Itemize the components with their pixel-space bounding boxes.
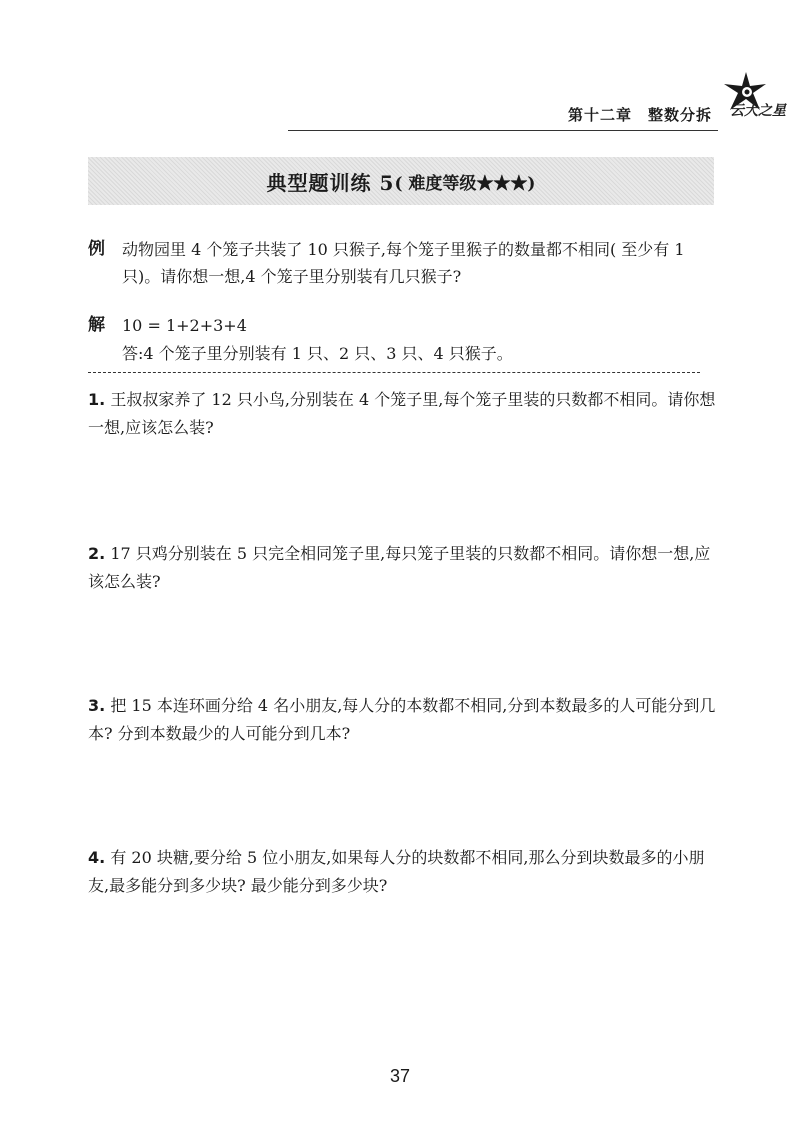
example-tag: 例 (88, 239, 105, 259)
solution-tag: 解 (88, 315, 105, 335)
question-number: 3. (88, 696, 106, 715)
chapter-number: 第十二章 (567, 106, 632, 124)
chapter-heading (568, 104, 712, 125)
section-title: 典型题训练 5 (266, 170, 395, 195)
question-number: 4. (88, 848, 106, 867)
header-divider (288, 130, 718, 131)
question-number: 2. (88, 544, 106, 563)
question-1 (88, 386, 718, 442)
question-3 (88, 692, 718, 748)
chapter-topic: 整数分拆 (647, 106, 712, 124)
question-4 (88, 844, 718, 900)
question-text: 有 20 块糖,要分给 5 位小朋友,如果每人分的块数都不相同,那么分到块数最多的小朋友,最多能分到多少块? 最少能分到多少块? (88, 848, 705, 895)
question-2 (88, 540, 718, 596)
page-number: 37 (389, 1066, 411, 1086)
question-text: 把 15 本连环画分给 4 名小朋友,每人分的本数都不相同,分到本数最多的人可能分到几本? 分到本数最少的人可能分到几本? (88, 696, 716, 743)
example-text: 动物园里 4 个笼子共装了 10 只猴子,每个笼子里猴子的数量都不相同( 至少有 1 只)。请你想一想,4 个笼子里分别装有几只猴子? (122, 240, 685, 286)
section-title-banner (88, 157, 714, 205)
example-block (88, 236, 692, 290)
question-number: 1. (88, 390, 106, 409)
solution-answer: 答:4 个笼子里分别装有 1 只、2 只、3 只、4 只猴子。 (122, 344, 513, 363)
page-header (0, 0, 800, 140)
question-text: 17 只鸡分别装在 5 只完全相同笼子里,每只笼子里装的只数都不相同。请你想一想,应该怎么装? (88, 544, 711, 591)
solution-equation: 10 = 1+2+3+4 (122, 316, 247, 335)
solution-block (88, 312, 513, 368)
difficulty-level: ( 难度等级★★★) (394, 173, 536, 194)
dashed-divider (88, 372, 700, 373)
question-text: 王叔叔家养了 12 只小鸟,分别装在 4 个笼子里,每个笼子里装的只数都不相同。请你想一想,应该怎么装? (88, 390, 716, 437)
brand-name: 云大之星 (730, 103, 786, 119)
